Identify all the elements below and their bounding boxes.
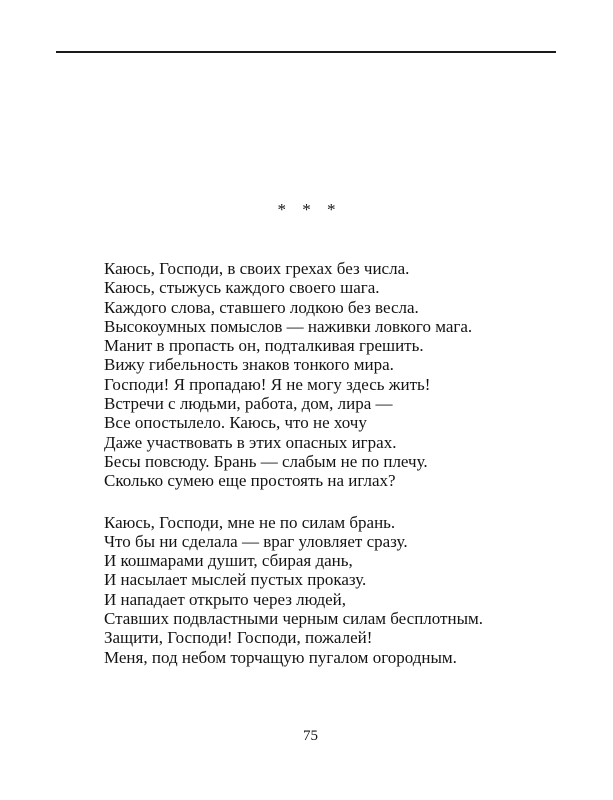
poem-line: Все опостылело. Каюсь, что не хочу bbox=[104, 413, 367, 433]
poem-line: Высокоумных помыслов — наживки ловкого мага. bbox=[104, 316, 473, 336]
poem-line: Манит в пропасть он, подталкивая грешить. bbox=[104, 336, 424, 356]
poem-line: Даже участвовать в этих опасных играх. bbox=[104, 432, 397, 452]
poem-line: И насылает мыслей пустых проказу. bbox=[104, 570, 367, 590]
poem-line: Каждого слова, ставшего лодкою без весла. bbox=[104, 297, 419, 317]
poem-line: Бесы повсюду. Брань — слабым не по плечу. bbox=[104, 451, 428, 471]
poem-line: Каюсь, Господи, мне не по силам брань. bbox=[104, 512, 396, 532]
poem-line: Встречи с людьми, работа, дом, лира — bbox=[104, 394, 393, 414]
poem-line: И кошмарами душит, сбирая дань, bbox=[104, 551, 353, 571]
poem-line: Каюсь, стыжусь каждого своего шага. bbox=[104, 278, 380, 298]
poem-line: Защити, Господи! Господи, пожалей! bbox=[104, 628, 373, 648]
page-number: 75 bbox=[303, 728, 318, 744]
stanza-1 bbox=[104, 259, 574, 491]
poem-line: И нападает открыто через людей, bbox=[104, 589, 347, 609]
section-asterism: * * * bbox=[277, 200, 342, 219]
poem-line: Что бы ни сделала — враг уловляет сразу. bbox=[104, 531, 408, 551]
poem-line: Вижу гибельность знаков тонкого мира. bbox=[104, 355, 394, 375]
poem-line: Сколько сумею еще простоять на иглах? bbox=[104, 471, 396, 491]
top-rule bbox=[56, 51, 556, 53]
poem-line: Господи! Я пропадаю! Я не могу здесь жить! bbox=[104, 374, 431, 394]
poem-line: Каюсь, Господи, в своих грехах без числа. bbox=[104, 259, 410, 278]
poem-line: Меня, под небом торчащую пугалом огородным. bbox=[104, 647, 457, 667]
stanza-2 bbox=[104, 513, 574, 667]
poem bbox=[104, 259, 574, 667]
poem-line: Ставших подвластными черным силам бесплотным. bbox=[104, 609, 484, 629]
